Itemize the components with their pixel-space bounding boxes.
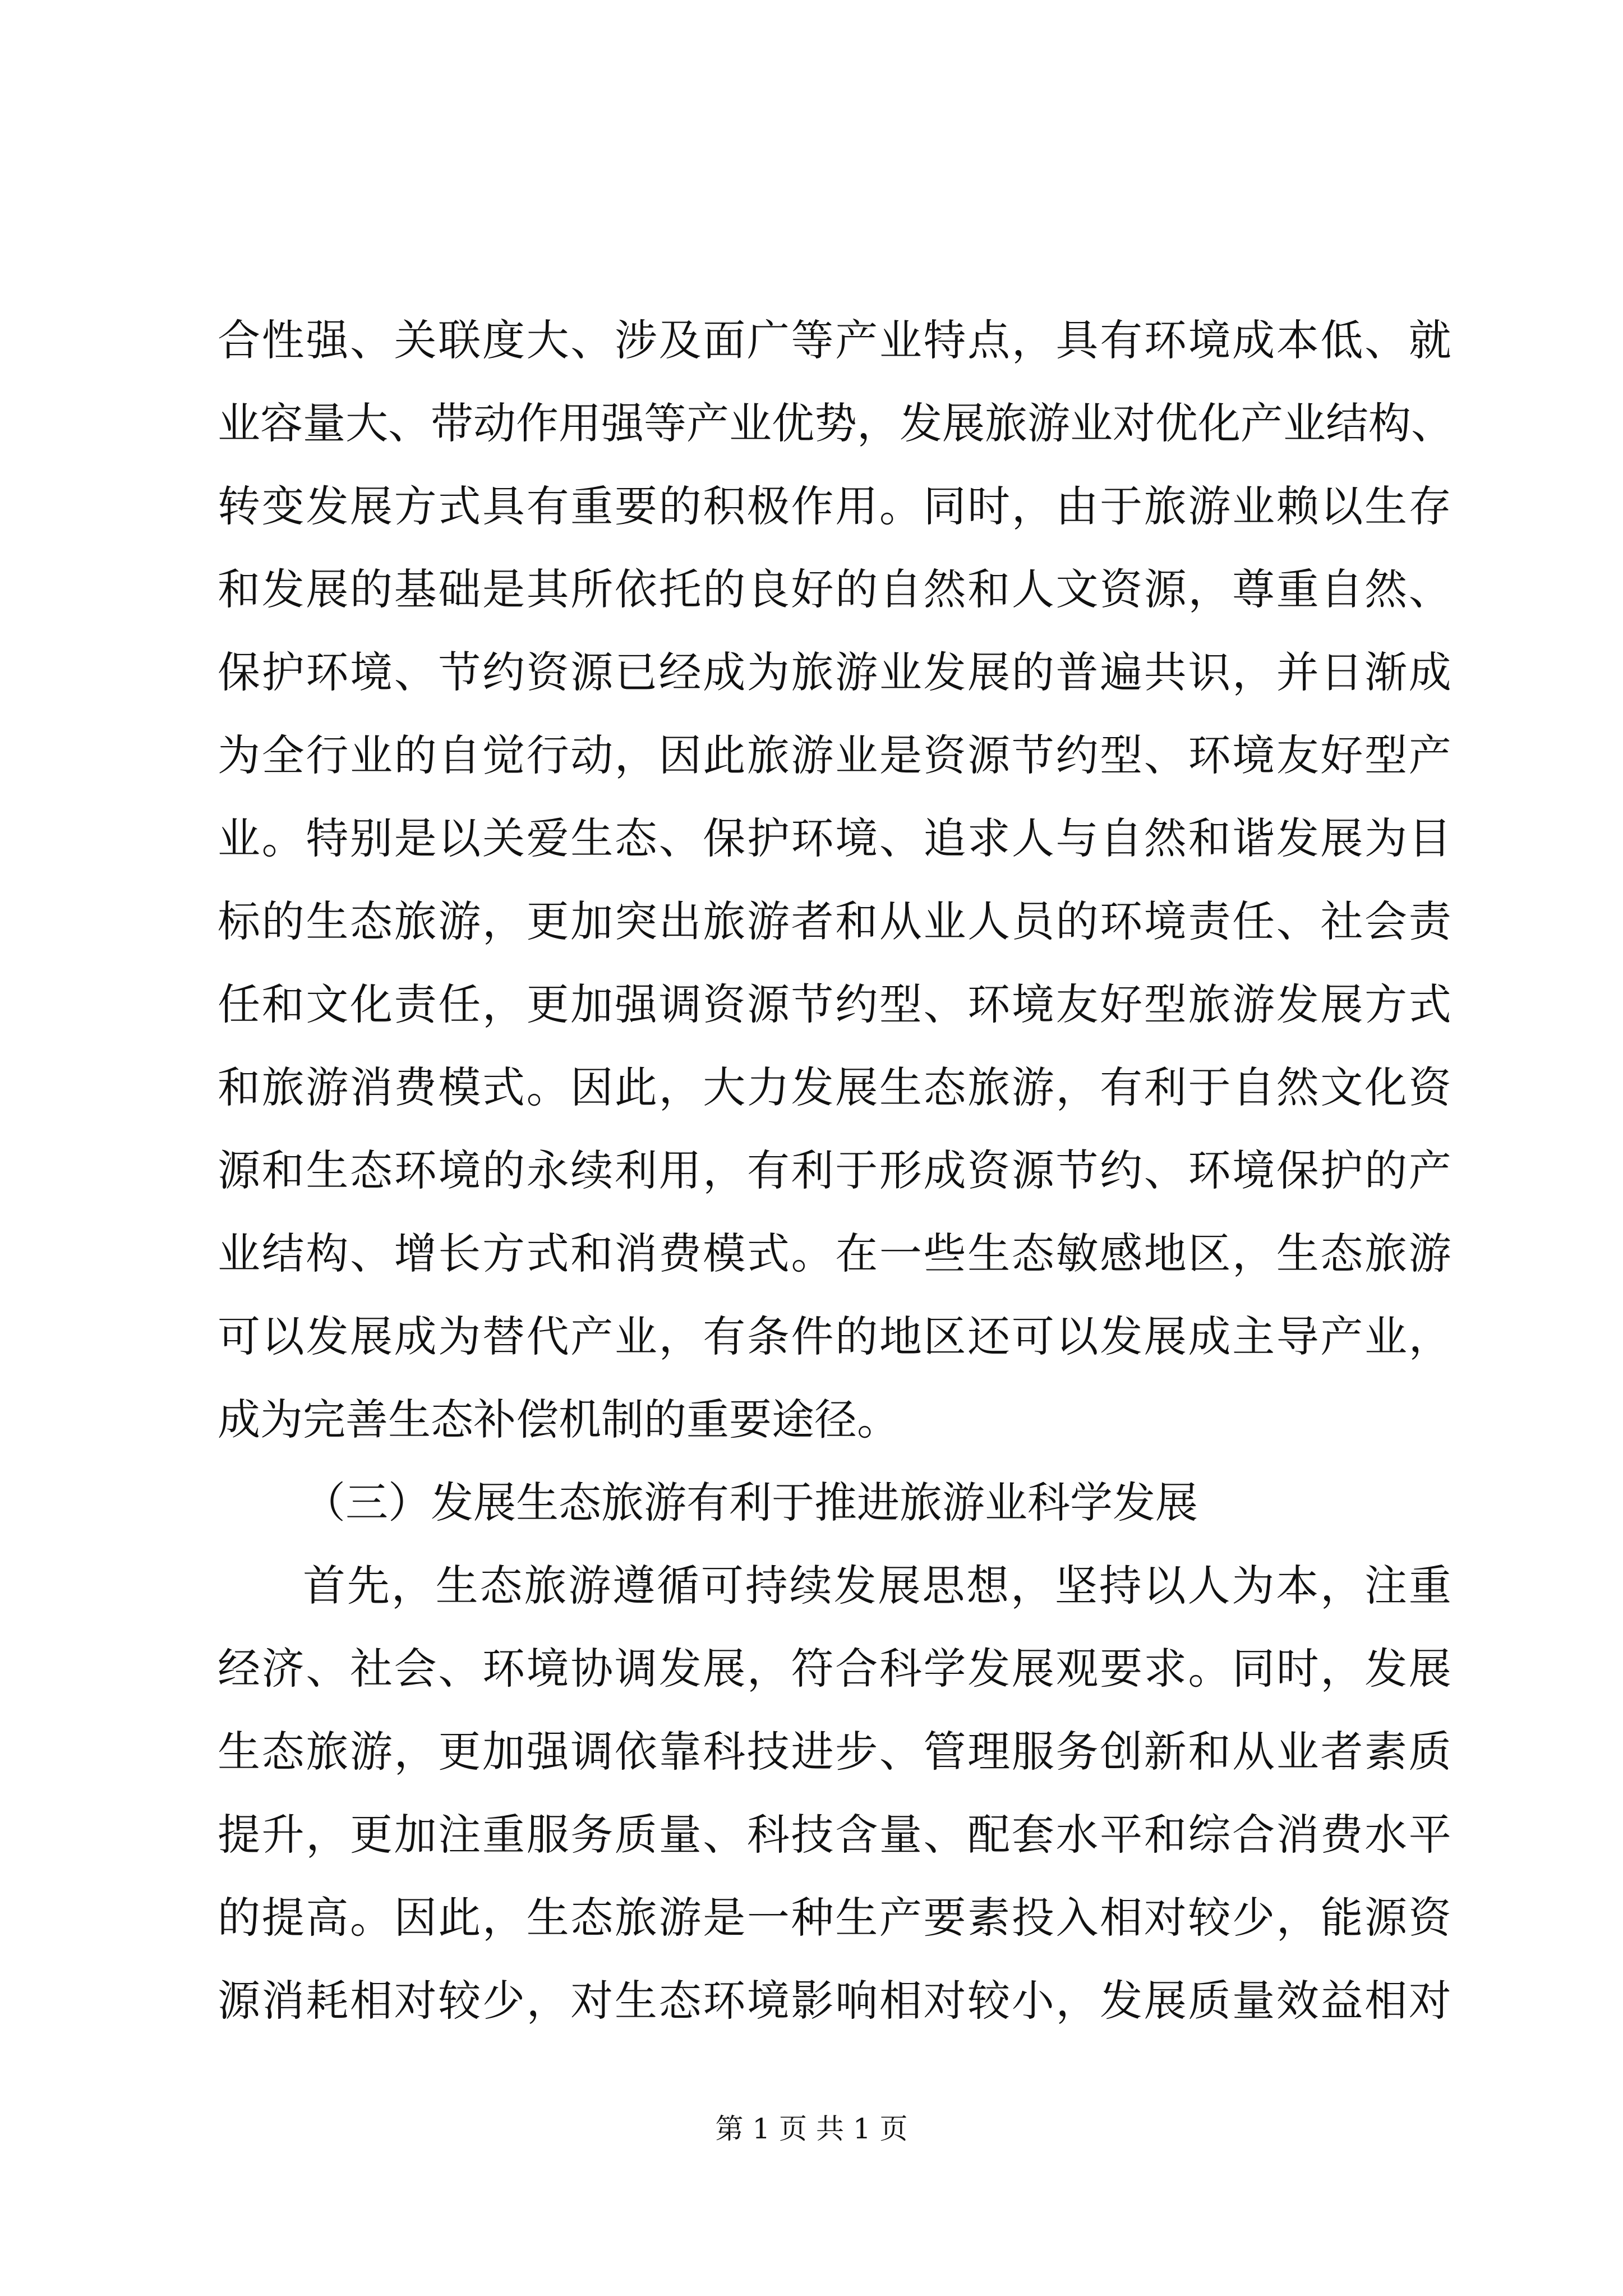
- text-line: 可 以 发 展 成 为 替 代 产 业 ， 有 条 件 的 地 区 还 可 以 发 展 成 主 导 产 业 ，: [218, 1312, 1451, 1361]
- text-line: 经 济 、 社 会 、 环 境 协 调 发 展 ， 符 合 科 学 发 展 观 要 求 。 同 时 ， 发 展: [218, 1644, 1451, 1694]
- section-heading: （三）发展生态旅游有利于推进旅游业科学发展: [303, 1478, 1198, 1527]
- text-line: 提 升 ， 更 加 注 重 服 务 质 量 、 科 技 含 量 、 配 套 水 平 和 综 合 消 费 水 平: [218, 1810, 1451, 1860]
- text-line: 生 态 旅 游 ， 更 加 强 调 依 靠 科 技 进 步 、 管 理 服 务 创 新 和 从 业 者 素 质: [218, 1727, 1451, 1777]
- text-line: 保 护 环 境 、 节 约 资 源 已 经 成 为 旅 游 业 发 展 的 普 遍 共 识 ， 并 日 渐 成: [218, 647, 1451, 697]
- document-body: [218, 299, 1454, 2042]
- text-line: 转 变 发 展 方 式 具 有 重 要 的 积 极 作 用 。 同 时 ， 由 于 旅 游 业 赖 以 生 存: [218, 481, 1451, 531]
- text-line: 业 容 量 大 、 带 动 作 用 强 等 产 业 优 势 ， 发 展 旅 游 业 对 优 化 产 业 结 构 、: [218, 398, 1454, 448]
- text-line: 业 结 构 、 增 长 方 式 和 消 费 模 式 。 在 一 些 生 态 敏 感 地 区 ， 生 态 旅 游: [218, 1228, 1451, 1278]
- text-line: 业 。 特 别 是 以 关 爱 生 态 、 保 护 环 境 、 追 求 人 与 自 然 和 谐 发 展 为 目: [218, 813, 1451, 863]
- text-line: 首 先 ， 生 态 旅 游 遵 循 可 持 续 发 展 思 想 ， 坚 持 以 人 为 本 ， 注 重: [303, 1561, 1451, 1611]
- text-line: 和 旅 游 消 费 模 式 。 因 此 ， 大 力 发 展 生 态 旅 游 ， 有 利 于 自 然 文 化 资: [218, 1062, 1451, 1112]
- text-line: 合 性 强 、 关 联 度 大 、 涉 及 面 广 等 产 业 特 点 ， 具 有 环 境 成 本 低 、 就: [218, 315, 1451, 365]
- page-footer: 第 1 页 共 1 页: [715, 2113, 908, 2145]
- text-line: 标 的 生 态 旅 游 ， 更 加 突 出 旅 游 者 和 从 业 人 员 的 环 境 责 任 、 社 会 责: [218, 896, 1451, 946]
- text-line: 的 提 高 。 因 此 ， 生 态 旅 游 是 一 种 生 产 要 素 投 入 相 对 较 少 ， 能 源 资: [218, 1893, 1451, 1943]
- text-line: 和 发 展 的 基 础 是 其 所 依 托 的 良 好 的 自 然 和 人 文 资 源 ， 尊 重 自 然 、: [218, 564, 1451, 614]
- text-line: 源 消 耗 相 对 较 少 ， 对 生 态 环 境 影 响 相 对 较 小 ， 发 展 质 量 效 益 相 对: [218, 1976, 1451, 2026]
- text-line: 为 全 行 业 的 自 觉 行 动 ， 因 此 旅 游 业 是 资 源 节 约 型 、 环 境 友 好 型 产: [218, 730, 1451, 780]
- text-line: 任 和 文 化 责 任 ， 更 加 强 调 资 源 节 约 型 、 环 境 友 好 型 旅 游 发 展 方 式: [218, 979, 1451, 1029]
- text-line: 源 和 生 态 环 境 的 永 续 利 用 ， 有 利 于 形 成 资 源 节 约 、 环 境 保 护 的 产: [218, 1145, 1451, 1195]
- text-line: 成为完善生态补偿机制的重要途径。: [218, 1395, 900, 1444]
